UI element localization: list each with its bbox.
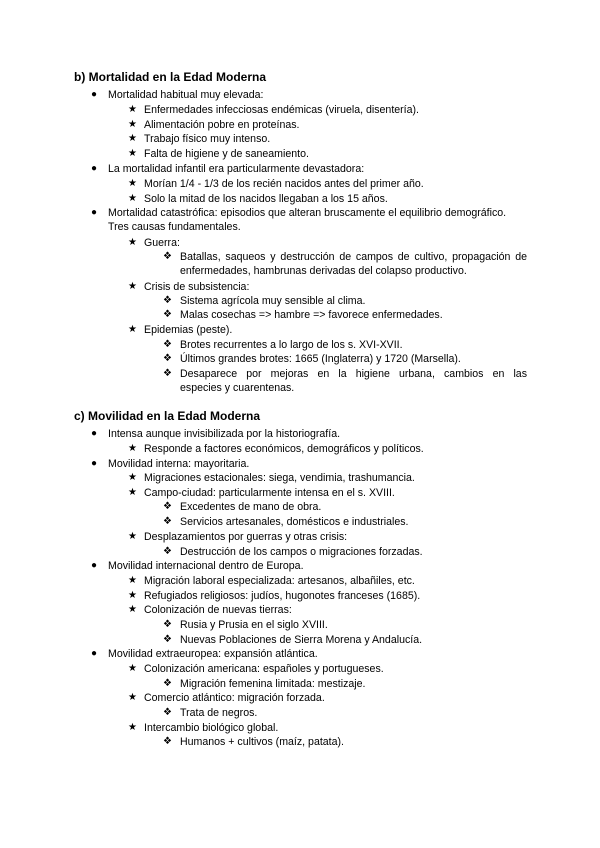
list-item: Mortalidad catastrófica: episodios que alteran bruscamente el equilibrio demográfico. [108, 207, 507, 219]
list-item: Malas cosechas => hambre => favorece enfermedades. [180, 309, 443, 321]
list-item: Excedentes de mano de obra. [180, 501, 322, 513]
star-bullet: ★ [128, 133, 137, 144]
diamond-bullet: ❖ [163, 634, 172, 645]
list-item-continuation: Tres causas fundamentales. [108, 221, 241, 233]
bullet-level1: ● [91, 428, 98, 439]
list-item: Últimos grandes brotes: 1665 (Inglaterra) y 1720 (Marsella). [180, 353, 461, 365]
list-item-continuation: especies y cuarentenas. [180, 382, 295, 394]
diamond-bullet: ❖ [163, 707, 172, 718]
list-item: Crisis de subsistencia: [144, 281, 250, 293]
list-item: Batallas, saqueos y destrucción de campos de cultivo, propagación de [180, 251, 527, 263]
list-item: Epidemias (peste). [144, 324, 233, 336]
list-item: Morían 1/4 - 1/3 de los recién nacidos antes del primer año. [144, 178, 424, 190]
star-bullet: ★ [128, 575, 137, 586]
list-item: Responde a factores económicos, demográficos y políticos. [144, 443, 424, 455]
diamond-bullet: ❖ [163, 295, 172, 306]
list-item: Sistema agrícola muy sensible al clima. [180, 295, 366, 307]
star-bullet: ★ [128, 722, 137, 733]
star-bullet: ★ [128, 178, 137, 189]
section-c-heading: c) Movilidad en la Edad Moderna [74, 409, 261, 423]
diamond-bullet: ❖ [163, 546, 172, 557]
diamond-bullet: ❖ [163, 516, 172, 527]
bullet-level1: ● [91, 458, 98, 469]
list-item: Movilidad interna: mayoritaria. [108, 458, 250, 470]
star-bullet: ★ [128, 590, 137, 601]
list-item: Trabajo físico muy intenso. [144, 133, 271, 145]
bullet-level1: ● [91, 560, 98, 571]
diamond-bullet: ❖ [163, 339, 172, 350]
star-bullet: ★ [128, 663, 137, 674]
list-item: Migración laboral especializada: artesanos, albañiles, etc. [144, 575, 415, 587]
diamond-bullet: ❖ [163, 251, 172, 262]
star-bullet: ★ [128, 443, 137, 454]
list-item: Falta de higiene y de saneamiento. [144, 148, 309, 160]
section-b-heading: b) Mortalidad en la Edad Moderna [74, 70, 267, 84]
list-item: Brotes recurrentes a lo largo de los s. XVI-XVII. [180, 339, 403, 351]
diamond-bullet: ❖ [163, 501, 172, 512]
list-item: Destrucción de los campos o migraciones forzadas. [180, 546, 423, 558]
list-item: Desaparece por mejoras en la higiene urbana, cambios en las [180, 368, 527, 380]
list-item: Mortalidad habitual muy elevada: [108, 89, 264, 101]
list-item: Intensa aunque invisibilizada por la historiografía. [108, 428, 341, 440]
bullet-level1: ● [91, 207, 98, 218]
star-bullet: ★ [128, 604, 137, 615]
star-bullet: ★ [128, 119, 137, 130]
diamond-bullet: ❖ [163, 619, 172, 630]
diamond-bullet: ❖ [163, 736, 172, 747]
star-bullet: ★ [128, 692, 137, 703]
list-item: Movilidad extraeuropea: expansión atlántica. [108, 648, 318, 660]
list-item: Solo la mitad de los nacidos llegaban a los 15 años. [144, 193, 388, 205]
list-item: Campo-ciudad: particularmente intensa en el s. XVIII. [144, 487, 395, 499]
list-item: Rusia y Prusia en el siglo XVIII. [180, 619, 328, 631]
star-bullet: ★ [128, 281, 137, 292]
list-item: Movilidad internacional dentro de Europa. [108, 560, 304, 572]
list-item: Desplazamientos por guerras y otras crisis: [144, 531, 348, 543]
bullet-level1: ● [91, 648, 98, 659]
star-bullet: ★ [128, 324, 137, 335]
star-bullet: ★ [128, 148, 137, 159]
list-item-continuation: enfermedades, hambrunas derivadas del colapso productivo. [180, 265, 467, 277]
list-item: Guerra: [144, 237, 180, 249]
list-item: Comercio atlántico: migración forzada. [144, 692, 325, 704]
bullet-level1: ● [91, 163, 98, 174]
diamond-bullet: ❖ [163, 353, 172, 364]
star-bullet: ★ [128, 237, 137, 248]
star-bullet: ★ [128, 104, 137, 115]
diamond-bullet: ❖ [163, 678, 172, 689]
list-item: Enfermedades infecciosas endémicas (viruela, disentería). [144, 104, 419, 116]
star-bullet: ★ [128, 487, 137, 498]
star-bullet: ★ [128, 472, 137, 483]
star-bullet: ★ [128, 531, 137, 542]
list-item: Servicios artesanales, domésticos e industriales. [180, 516, 409, 528]
bullet-level1: ● [91, 89, 98, 100]
list-item: Humanos + cultivos (maíz, patata). [180, 736, 344, 748]
list-item: Migración femenina limitada: mestizaje. [180, 678, 366, 690]
diamond-bullet: ❖ [163, 368, 172, 379]
diamond-bullet: ❖ [163, 309, 172, 320]
list-item: La mortalidad infantil era particularmente devastadora: [108, 163, 365, 175]
list-item: Colonización americana: españoles y portugueses. [144, 663, 384, 675]
list-item: Nuevas Poblaciones de Sierra Morena y Andalucía. [180, 634, 423, 646]
star-bullet: ★ [128, 193, 137, 204]
list-item: Alimentación pobre en proteínas. [144, 119, 300, 131]
list-item: Refugiados religiosos: judíos, hugonotes franceses (1685). [144, 590, 421, 602]
list-item: Trata de negros. [180, 707, 258, 719]
list-item: Migraciones estacionales: siega, vendimia, trashumancia. [144, 472, 415, 484]
list-item: Colonización de nuevas tierras: [144, 604, 292, 616]
list-item: Intercambio biológico global. [144, 722, 279, 734]
